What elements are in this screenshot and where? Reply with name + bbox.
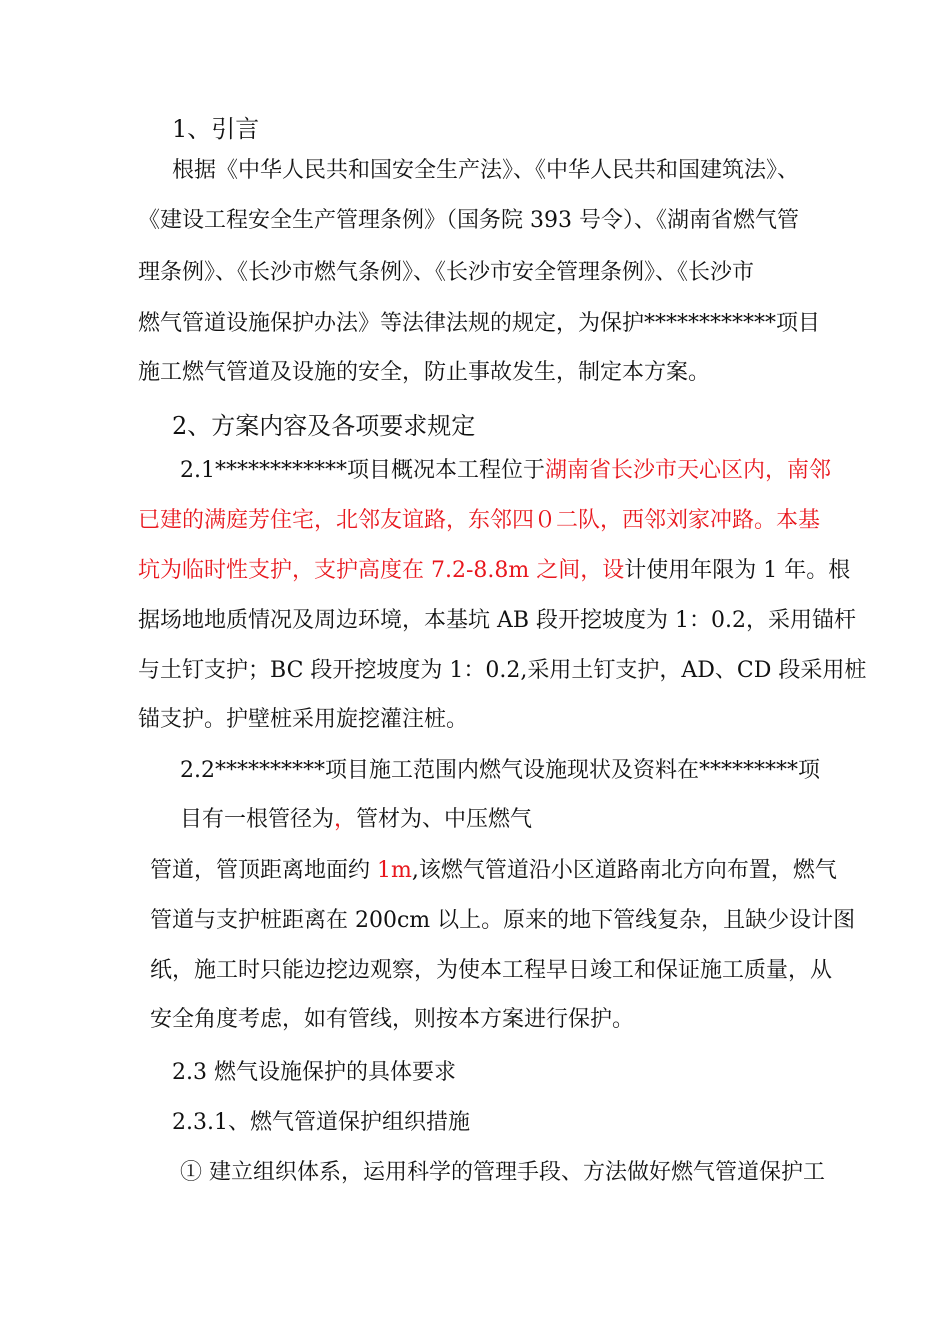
subsection-heading: 2.3.1、燃气管道保护组织措施	[172, 1110, 470, 1135]
paragraph-line: 据场地地质情况及周边环境，本基坑 AB 段开挖坡度为 1：0.2，采用锚杆	[138, 608, 857, 633]
section-1-heading: 1、引言	[172, 115, 260, 143]
paragraph-line: 与土钉支护；BC 段开挖坡度为 1：0.2,采用土钉支护，AD、CD 段采用桩	[138, 658, 867, 683]
highlighted-text: 已建的满庭芳住宅，北邻友谊路，东邻四０二队，西邻刘家冲路。本基	[138, 508, 821, 533]
text-run: 2.1************项目概况本工程位于	[180, 458, 545, 483]
text-run: 管道，管顶距离地面约	[150, 858, 377, 883]
paragraph-line: 根据《中华人民共和国安全生产法》、《中华人民共和国建筑法》、	[172, 158, 800, 183]
paragraph-line: 《建设工程安全生产管理条例》（国务院 393 号令）、《湖南省燃气管	[138, 208, 799, 233]
list-item: ① 建立组织体系，运用科学的管理手段、方法做好燃气管道保护工	[180, 1160, 825, 1185]
subsection-heading: 2.3 燃气设施保护的具体要求	[172, 1060, 456, 1085]
highlighted-text: 坑为临时性支护，支护高度在 7.2-8.8m 之间，设	[138, 558, 625, 583]
paragraph-line: 纸，施工时只能边挖边观察，为使本工程早日竣工和保证施工质量，从	[150, 958, 833, 983]
paragraph-line	[150, 856, 837, 886]
paragraph-line: 安全角度考虑，如有管线，则按本方案进行保护。	[150, 1007, 635, 1032]
paragraph-line: 管道与支护桩距离在 200cm 以上。原来的地下管线复杂，且缺少设计图	[150, 908, 856, 933]
highlighted-text: 1m	[377, 858, 412, 883]
paragraph-line	[180, 456, 831, 486]
highlighted-text: ，	[334, 807, 357, 832]
text-run: ,该燃气管道沿小区道路南北方向布置，燃气	[411, 858, 837, 883]
highlighted-text: 湖南省长沙市天心区内，南邻	[545, 458, 832, 483]
paragraph-line: 燃气管道设施保护办法》等法律法规的规定，为保护************项目	[138, 311, 821, 336]
paragraph-line: 理条例》、《长沙市燃气条例》、《长沙市安全管理条例》、《长沙市	[138, 260, 755, 285]
paragraph-line	[180, 805, 532, 835]
paragraph-line: 施工燃气管道及设施的安全，防止事故发生，制定本方案。	[138, 360, 711, 385]
paragraph-line: 2.2**********项目施工范围内燃气设施现状及资料在*********项	[180, 758, 820, 783]
section-2-heading: 2、方案内容及各项要求规定	[172, 412, 476, 440]
text-run: 目有一根管径为	[180, 807, 335, 832]
text-run: 计使用年限为 1 年。根	[624, 558, 851, 583]
paragraph-line: 锚支护。护壁桩采用旋挖灌注桩。	[138, 707, 469, 732]
text-run: 管材为、中压燃气	[356, 807, 533, 832]
paragraph-line	[138, 556, 850, 586]
